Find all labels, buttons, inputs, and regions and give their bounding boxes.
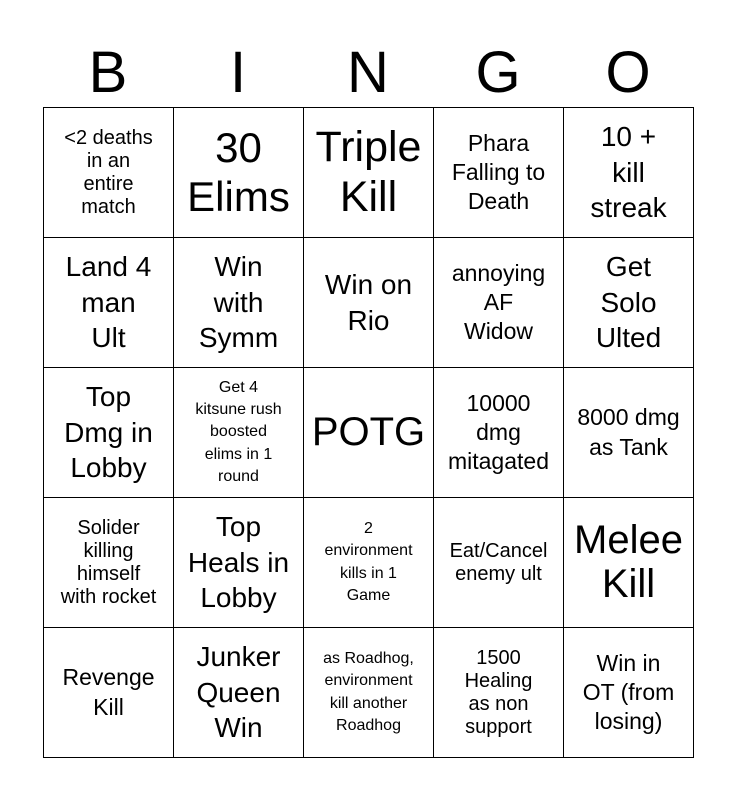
bingo-cell[interactable]: Win in OT (from losing) bbox=[564, 628, 694, 758]
bingo-cell[interactable]: 10000 dmg mitagated bbox=[434, 368, 564, 498]
bingo-cell[interactable]: Melee Kill bbox=[564, 498, 694, 628]
bingo-cell[interactable]: Eat/Cancel enemy ult bbox=[434, 498, 564, 628]
bingo-cell[interactable]: POTG bbox=[304, 368, 434, 498]
bingo-cell[interactable]: <2 deaths in an entire match bbox=[44, 108, 174, 238]
bingo-cell[interactable]: 1500 Healing as non support bbox=[434, 628, 564, 758]
bingo-cell[interactable]: as Roadhog, environment kill another Roadhog bbox=[304, 628, 434, 758]
board-row bbox=[44, 238, 694, 368]
bingo-cell[interactable]: 2 environment kills in 1 Game bbox=[304, 498, 434, 628]
bingo-cell[interactable]: Win on Rio bbox=[304, 238, 434, 368]
board-row bbox=[44, 108, 694, 238]
bingo-cell[interactable]: Land 4 man Ult bbox=[44, 238, 174, 368]
bingo-cell[interactable]: Top Dmg in Lobby bbox=[44, 368, 174, 498]
bingo-cell[interactable]: Solider killing himself with rocket bbox=[44, 498, 174, 628]
board-row bbox=[44, 628, 694, 758]
header-letter-i: I bbox=[229, 40, 247, 105]
bingo-board bbox=[43, 107, 694, 758]
header-letter-n: N bbox=[347, 40, 389, 105]
bingo-cell[interactable]: Junker Queen Win bbox=[174, 628, 304, 758]
bingo-cell[interactable]: Get 4 kitsune rush boosted elims in 1 round bbox=[174, 368, 304, 498]
bingo-cell[interactable]: 8000 dmg as Tank bbox=[564, 368, 694, 498]
bingo-cell[interactable]: annoying AF Widow bbox=[434, 238, 564, 368]
bingo-cell[interactable]: 10 + kill streak bbox=[564, 108, 694, 238]
bingo-cell[interactable]: Top Heals in Lobby bbox=[174, 498, 304, 628]
bingo-cell[interactable]: 30 Elims bbox=[174, 108, 304, 238]
header-letter-o: O bbox=[605, 40, 651, 105]
board-row bbox=[44, 498, 694, 628]
header-letter-g: G bbox=[475, 40, 521, 105]
bingo-cell[interactable]: Revenge Kill bbox=[44, 628, 174, 758]
header-letter-b: B bbox=[88, 40, 128, 105]
bingo-cell[interactable]: Get Solo Ulted bbox=[564, 238, 694, 368]
bingo-cell[interactable]: Phara Falling to Death bbox=[434, 108, 564, 238]
bingo-header bbox=[43, 38, 693, 108]
bingo-cell[interactable]: Win with Symm bbox=[174, 238, 304, 368]
board-row bbox=[44, 368, 694, 498]
bingo-cell[interactable]: Triple Kill bbox=[304, 108, 434, 238]
